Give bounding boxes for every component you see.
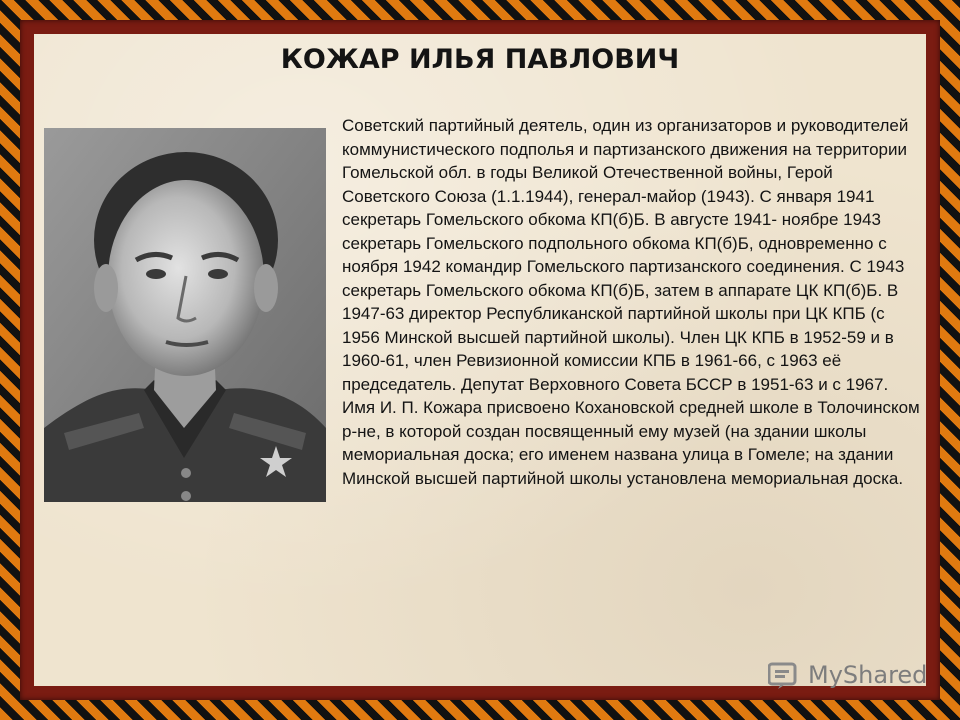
myshared-logo-icon <box>768 660 802 690</box>
myshared-watermark <box>768 658 928 692</box>
portrait-photo <box>44 128 326 502</box>
slide-title: КОЖАР ИЛЬЯ ПАВЛОВИЧ <box>280 44 680 75</box>
biography-paragraph-2: Имя И. П. Кожара присвоено Кохановской средней школе в Толочинском р-не, в которой создан посвященный ему музей (на здании школы мемориальная доска; его именем названа улица в Гомеле; на здании Минской высшей партийной школы установлена мемориальная доска. <box>342 398 920 488</box>
watermark-text: MyShared <box>808 661 928 689</box>
biography-text <box>342 114 922 490</box>
biography-paragraph-1: Советский партийный деятель, один из организаторов и руководителей коммунистического подполья и партизанского движения на территории Гомельской обл. в годы Великой Отечественной войны, Герой Советского Союза (1.1.1944), генерал-майор (1943). С января 1941 секретарь Гомельского обкома КП(б)Б. В августе 1941- ноябре 1943 секретарь Гомельского подпольного обкома КП(б)Б, одновременно с ноября 1942 командир Гомельского партизанского соединения. С 1943 секретарь Гомельского обкома КП(б)Б, затем в аппарате ЦК КП(б)Б. В 1947-63 директор Республиканской партийной школы при ЦК КПБ (с 1956 Минской высшей партийной школы). Член ЦК КПБ в 1952-59 и в 1960-61, член Ревизионной комиссии КПБ в 1961-66, с 1963 её председатель. Депутат Верховного Совета БССР в 1951-63 и с 1967. <box>342 116 909 394</box>
